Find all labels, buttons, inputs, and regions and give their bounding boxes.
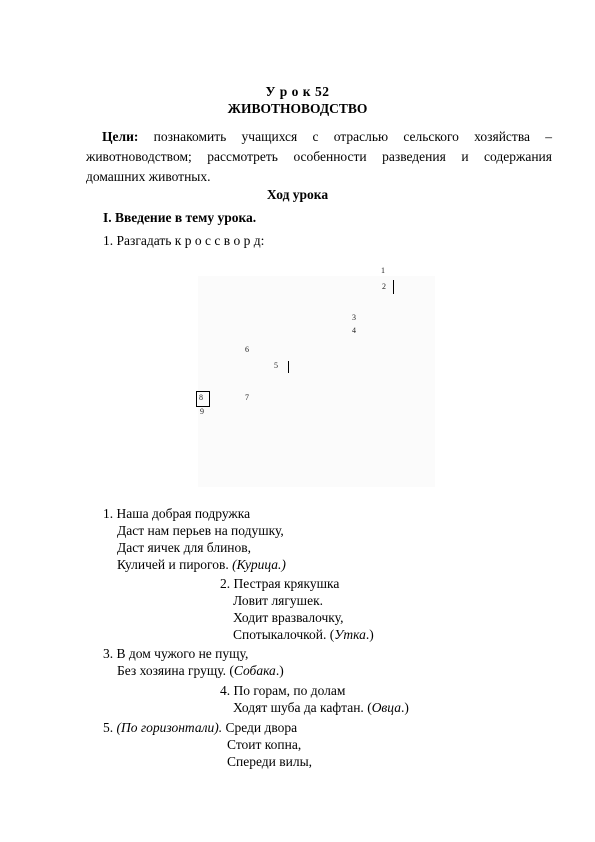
riddle-line: Даст нам перьев на подушку, bbox=[117, 523, 284, 538]
riddle-3 bbox=[103, 645, 284, 679]
progress-heading: Ход урока bbox=[266, 187, 329, 202]
riddle-answer: Утка bbox=[334, 627, 366, 642]
crossword-number: 8 bbox=[199, 393, 203, 402]
crossword-number: 3 bbox=[352, 313, 356, 322]
crossword-number: 9 bbox=[200, 407, 204, 416]
riddle-number: 3. bbox=[103, 646, 114, 661]
goals-label: Цели: bbox=[102, 129, 139, 144]
riddle-line: Пестрая крякушка bbox=[233, 576, 340, 591]
crossword-number: 2 bbox=[382, 282, 386, 291]
task-text: 1. Разгадать к р о с с в о р д: bbox=[103, 233, 265, 248]
answer-paren: ( bbox=[229, 663, 234, 678]
crossword-number: 4 bbox=[352, 326, 356, 335]
crossword-number: 5 bbox=[274, 361, 278, 370]
crossword-line bbox=[288, 361, 289, 373]
riddle-line: Стоит копна, bbox=[227, 737, 302, 752]
crossword-line bbox=[393, 280, 394, 294]
riddle-2 bbox=[220, 575, 374, 643]
riddle-answer: Овца bbox=[371, 700, 401, 715]
riddle-line: Куличей и пирогов. bbox=[117, 557, 229, 572]
riddle-line: Ходят шуба да кафтан. bbox=[233, 700, 364, 715]
lesson-topic: ЖИВОТНОВОДСТВО bbox=[227, 101, 368, 116]
riddle-line: Ловит лягушек. bbox=[233, 593, 323, 608]
crossword-number: 6 bbox=[245, 345, 249, 354]
answer-paren: ( bbox=[329, 627, 335, 642]
riddle-answer: (Курица.) bbox=[232, 557, 286, 572]
riddle-1 bbox=[103, 505, 286, 573]
answer-paren: .) bbox=[275, 663, 284, 678]
goals-text: познакомить учащихся с отраслью сельского хозяйства – животноводством; рассмотреть особенности разведения и содержания домашних животных. bbox=[86, 129, 553, 184]
riddle-line: Спереди вилы, bbox=[227, 754, 313, 769]
crossword-grid bbox=[198, 276, 435, 487]
riddle-line: Ходит вразвалочку, bbox=[233, 610, 344, 625]
lesson-title: У р о к 52 bbox=[265, 84, 330, 99]
riddle-5 bbox=[103, 719, 312, 770]
riddle-line: Среди двора bbox=[225, 720, 298, 735]
answer-paren: .) bbox=[400, 700, 409, 715]
riddle-number: 5. bbox=[103, 720, 114, 735]
riddle-line: Наша добрая подружка bbox=[116, 506, 251, 521]
riddle-note: (По горизонтали). bbox=[116, 720, 223, 735]
riddle-line: По горам, по долам bbox=[233, 683, 346, 698]
answer-paren: .) bbox=[365, 627, 374, 642]
riddle-line: Спотыкалочкой. bbox=[233, 627, 327, 642]
riddle-line: Без хозяина грущу. bbox=[117, 663, 226, 678]
riddle-4 bbox=[220, 682, 409, 716]
section-heading: I. Введение в тему урока. bbox=[103, 210, 257, 225]
answer-paren: ( bbox=[367, 700, 372, 715]
riddle-number: 4. bbox=[220, 683, 231, 698]
crossword-number: 1 bbox=[381, 266, 385, 275]
riddle-line: В дом чужого не пущу, bbox=[116, 646, 249, 661]
crossword-number: 7 bbox=[245, 393, 249, 402]
riddle-number: 2. bbox=[220, 576, 231, 591]
riddle-line: Даст яичек для блинов, bbox=[117, 540, 252, 555]
riddle-number: 1. bbox=[103, 506, 114, 521]
riddle-answer: Собака bbox=[233, 663, 276, 678]
lesson-goals bbox=[86, 127, 552, 187]
